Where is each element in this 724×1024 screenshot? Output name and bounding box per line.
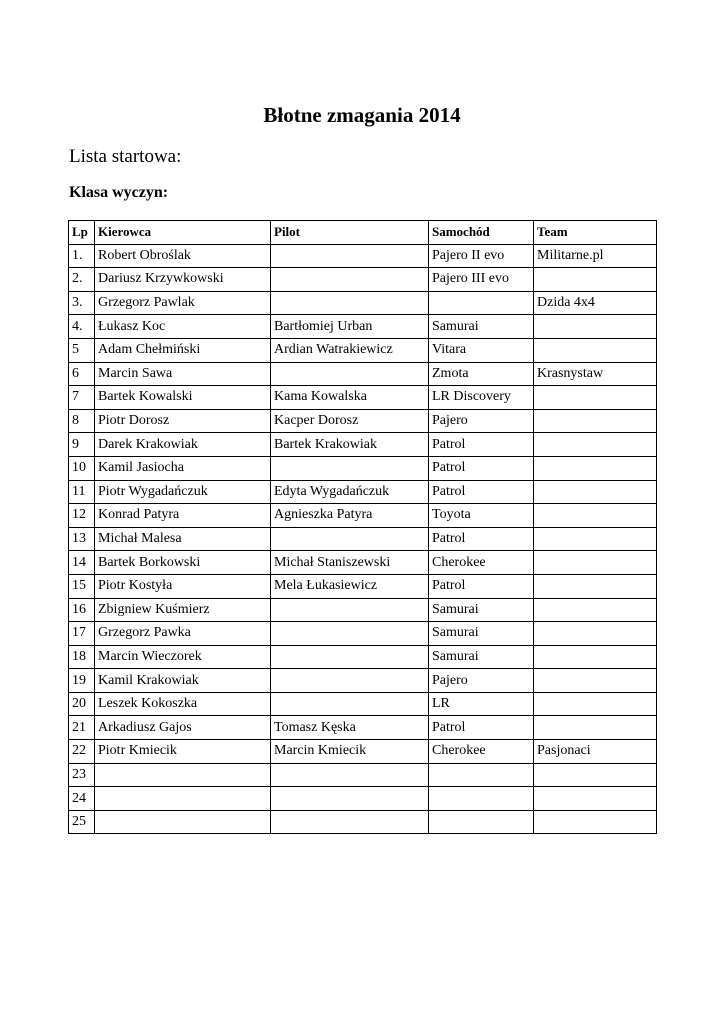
cell-pilot: Mela Łukasiewicz <box>271 574 429 598</box>
cell-driver: Kamil Krakowiak <box>95 669 271 693</box>
header-team: Team <box>534 221 657 245</box>
table-row <box>69 268 657 292</box>
cell-lp: 16 <box>69 598 95 622</box>
cell-driver <box>95 810 271 834</box>
cell-car: Samurai <box>429 645 534 669</box>
cell-car: Cherokee <box>429 740 534 764</box>
header-driver: Kierowca <box>95 221 271 245</box>
cell-driver: Bartek Kowalski <box>95 386 271 410</box>
cell-car: Patrol <box>429 716 534 740</box>
cell-driver: Piotr Wygadańczuk <box>95 480 271 504</box>
cell-driver: Grzegorz Pawlak <box>95 291 271 315</box>
cell-driver: Darek Krakowiak <box>95 433 271 457</box>
cell-pilot <box>271 622 429 646</box>
cell-pilot <box>271 362 429 386</box>
cell-pilot: Kama Kowalska <box>271 386 429 410</box>
cell-car: Patrol <box>429 527 534 551</box>
cell-driver: Grzegorz Pawka <box>95 622 271 646</box>
cell-driver: Piotr Dorosz <box>95 409 271 433</box>
header-car: Samochód <box>429 221 534 245</box>
cell-pilot: Edyta Wygadańczuk <box>271 480 429 504</box>
cell-driver: Łukasz Koc <box>95 315 271 339</box>
cell-team <box>534 551 657 575</box>
table-row <box>69 527 657 551</box>
cell-car: Samurai <box>429 598 534 622</box>
cell-car: Pajero <box>429 669 534 693</box>
cell-pilot <box>271 456 429 480</box>
cell-car: Vitara <box>429 338 534 362</box>
cell-lp: 23 <box>69 763 95 787</box>
cell-car: Pajero II evo <box>429 244 534 268</box>
cell-car <box>429 763 534 787</box>
cell-team <box>534 480 657 504</box>
cell-driver <box>95 787 271 811</box>
cell-lp: 9 <box>69 433 95 457</box>
cell-car: Pajero <box>429 409 534 433</box>
table-row <box>69 763 657 787</box>
cell-team <box>534 338 657 362</box>
cell-driver: Piotr Kmiecik <box>95 740 271 764</box>
cell-team <box>534 669 657 693</box>
table-row <box>69 480 657 504</box>
cell-pilot: Kacper Dorosz <box>271 409 429 433</box>
table-row <box>69 338 657 362</box>
table-row <box>69 362 657 386</box>
cell-team <box>534 527 657 551</box>
header-lp: Lp <box>69 221 95 245</box>
document-title: Błotne zmagania 2014 <box>263 103 461 127</box>
start-list-table <box>68 220 657 834</box>
cell-lp: 12 <box>69 504 95 528</box>
cell-lp: 22 <box>69 740 95 764</box>
table-row <box>69 716 657 740</box>
cell-driver: Robert Obroślak <box>95 244 271 268</box>
cell-pilot: Tomasz Kęska <box>271 716 429 740</box>
cell-pilot <box>271 598 429 622</box>
cell-car: LR <box>429 692 534 716</box>
cell-team <box>534 315 657 339</box>
cell-lp: 18 <box>69 645 95 669</box>
cell-lp: 25 <box>69 810 95 834</box>
cell-car: Patrol <box>429 574 534 598</box>
cell-lp: 1. <box>69 244 95 268</box>
cell-lp: 13 <box>69 527 95 551</box>
table-row <box>69 551 657 575</box>
cell-team <box>534 692 657 716</box>
table-header-row <box>69 221 657 245</box>
table-row <box>69 291 657 315</box>
cell-pilot <box>271 763 429 787</box>
cell-driver: Adam Chełmiński <box>95 338 271 362</box>
table-row <box>69 669 657 693</box>
table-row <box>69 433 657 457</box>
cell-lp: 11 <box>69 480 95 504</box>
cell-pilot: Agnieszka Patyra <box>271 504 429 528</box>
cell-team: Krasnystaw <box>534 362 657 386</box>
cell-lp: 6 <box>69 362 95 386</box>
table-row <box>69 740 657 764</box>
cell-car <box>429 291 534 315</box>
cell-driver: Bartek Borkowski <box>95 551 271 575</box>
cell-lp: 17 <box>69 622 95 646</box>
cell-driver: Dariusz Krzywkowski <box>95 268 271 292</box>
table-row <box>69 598 657 622</box>
table-row <box>69 244 657 268</box>
cell-team: Militarne.pl <box>534 244 657 268</box>
cell-car <box>429 787 534 811</box>
cell-team: Pasjonaci <box>534 740 657 764</box>
cell-car: Patrol <box>429 480 534 504</box>
cell-team <box>534 598 657 622</box>
table-row <box>69 810 657 834</box>
table-row <box>69 315 657 339</box>
table-body <box>69 244 657 834</box>
cell-pilot: Bartłomiej Urban <box>271 315 429 339</box>
cell-lp: 8 <box>69 409 95 433</box>
cell-team <box>534 504 657 528</box>
cell-team <box>534 268 657 292</box>
cell-lp: 5 <box>69 338 95 362</box>
cell-car: Patrol <box>429 433 534 457</box>
cell-driver: Konrad Patyra <box>95 504 271 528</box>
cell-team <box>534 433 657 457</box>
cell-pilot <box>271 291 429 315</box>
cell-lp: 24 <box>69 787 95 811</box>
cell-car: LR Discovery <box>429 386 534 410</box>
cell-driver: Piotr Kostyła <box>95 574 271 598</box>
cell-team <box>534 645 657 669</box>
class-heading: Klasa wyczyn: <box>69 184 169 201</box>
table-row <box>69 409 657 433</box>
cell-team <box>534 386 657 410</box>
cell-driver: Kamil Jasiocha <box>95 456 271 480</box>
cell-pilot <box>271 810 429 834</box>
table-row <box>69 622 657 646</box>
table-row <box>69 386 657 410</box>
header-pilot: Pilot <box>271 221 429 245</box>
cell-pilot <box>271 268 429 292</box>
cell-team <box>534 574 657 598</box>
cell-lp: 10 <box>69 456 95 480</box>
start-list-subtitle: Lista startowa: <box>69 146 182 167</box>
table-row <box>69 692 657 716</box>
cell-driver: Zbigniew Kuśmierz <box>95 598 271 622</box>
cell-team <box>534 409 657 433</box>
cell-car: Samurai <box>429 622 534 646</box>
cell-driver: Leszek Kokoszka <box>95 692 271 716</box>
cell-lp: 2. <box>69 268 95 292</box>
cell-car: Pajero III evo <box>429 268 534 292</box>
cell-team <box>534 763 657 787</box>
cell-pilot: Marcin Kmiecik <box>271 740 429 764</box>
cell-pilot <box>271 645 429 669</box>
cell-lp: 14 <box>69 551 95 575</box>
table-row <box>69 574 657 598</box>
cell-lp: 20 <box>69 692 95 716</box>
cell-driver: Marcin Wieczorek <box>95 645 271 669</box>
cell-pilot <box>271 669 429 693</box>
cell-car <box>429 810 534 834</box>
cell-car: Cherokee <box>429 551 534 575</box>
cell-lp: 15 <box>69 574 95 598</box>
cell-lp: 3. <box>69 291 95 315</box>
cell-pilot: Michał Staniszewski <box>271 551 429 575</box>
cell-pilot: Bartek Krakowiak <box>271 433 429 457</box>
cell-lp: 19 <box>69 669 95 693</box>
cell-team <box>534 622 657 646</box>
cell-pilot <box>271 692 429 716</box>
table-row <box>69 456 657 480</box>
cell-pilot <box>271 527 429 551</box>
cell-driver: Michał Malesa <box>95 527 271 551</box>
cell-car: Patrol <box>429 456 534 480</box>
cell-team <box>534 810 657 834</box>
cell-driver: Marcin Sawa <box>95 362 271 386</box>
cell-driver <box>95 763 271 787</box>
cell-pilot: Ardian Watrakiewicz <box>271 338 429 362</box>
cell-lp: 21 <box>69 716 95 740</box>
cell-lp: 4. <box>69 315 95 339</box>
cell-team <box>534 787 657 811</box>
cell-car: Samurai <box>429 315 534 339</box>
table-row <box>69 504 657 528</box>
cell-car: Zmota <box>429 362 534 386</box>
cell-team <box>534 456 657 480</box>
cell-pilot <box>271 787 429 811</box>
cell-driver: Arkadiusz Gajos <box>95 716 271 740</box>
cell-team: Dzida 4x4 <box>534 291 657 315</box>
table-row <box>69 645 657 669</box>
cell-car: Toyota <box>429 504 534 528</box>
cell-pilot <box>271 244 429 268</box>
cell-team <box>534 716 657 740</box>
table-row <box>69 787 657 811</box>
cell-lp: 7 <box>69 386 95 410</box>
